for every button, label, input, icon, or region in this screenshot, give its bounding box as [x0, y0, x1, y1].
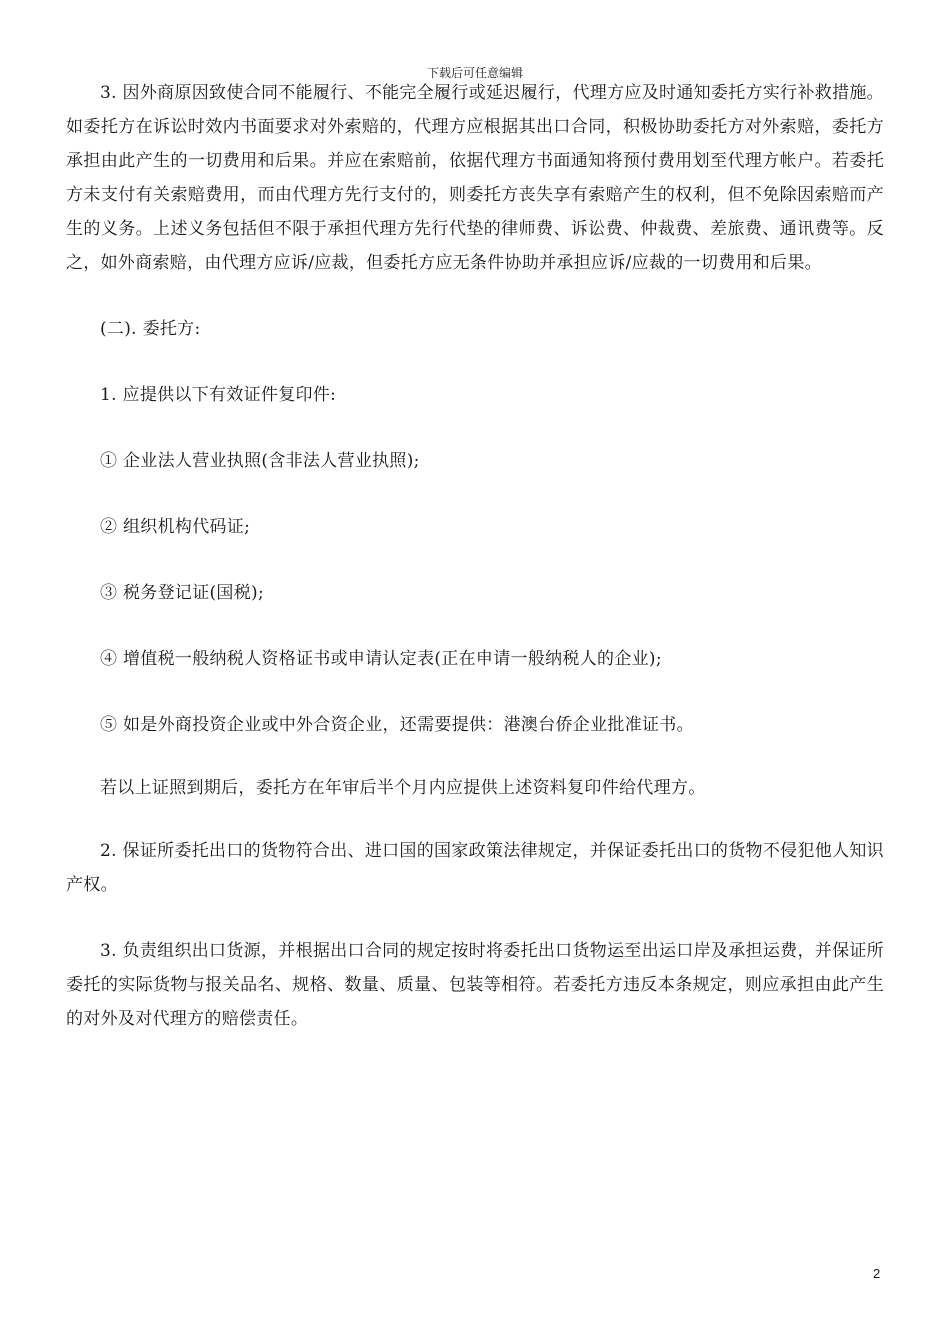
clause-3-foreign-cause: 3. 因外商原因致使合同不能履行、不能完全履行或延迟履行，代理方应及时通知委托方实行补救措施。如委托方在诉讼时效内书面要求对外索赔的，代理方应根据其出口合同，积极协助委托方对外索赔，委托方承担由此产生的一切费用和后果。并应在索赔前，依据代理方书面通知将预付费用划至代理方帐户。若委托方未支付有关索赔费用，而由代理方先行支付的，则委托方丧失享有索赔产生的权利，但不免除因索赔而产生的义务。上述义务包括但不限于承担代理方先行代垫的律师费、诉讼费、仲裁费、差旅费、通讯费等。反之，如外商索赔，由代理方应诉/应裁，但委托方应无条件协助并承担应诉/应裁的一切费用和后果。 — [66, 83, 884, 273]
page-number: 2 — [873, 1266, 881, 1281]
page-header-note: 下载后可任意编辑 — [426, 66, 523, 80]
clause-2-compliance: 2. 保证所委托出口的货物符合出、进口国的国家政策法律规定，并保证委托出口的货物不侵犯他人知识产权。 — [66, 841, 884, 895]
document-item-organization-code: ② 组织机构代码证; — [100, 517, 251, 537]
section-heading-client: (二). 委托方: — [100, 319, 201, 339]
document-expiry-note: 若以上证照到期后，委托方在年审后半个月内应提供上述资料复印件给代理方。 — [100, 778, 706, 798]
clause-1-documents: 1. 应提供以下有效证件复印件: — [100, 385, 337, 405]
document-body — [66, 76, 884, 1036]
clause-3-supply: 3. 负责组织出口货源，并根据出口合同的规定按时将委托出口货物运至出运口岸及承担运费，并保证所委托的实际货物与报关品名、规格、数量、质量、包装等相符。若委托方违反本条规定，则应承担由此产生的对外及对代理方的赔偿责任。 — [66, 941, 884, 1029]
document-item-tax-registration: ③ 税务登记证(国税); — [100, 583, 264, 603]
document-item-business-license: ① 企业法人营业执照(含非法人营业执照); — [100, 451, 420, 471]
document-item-vat-certificate: ④ 增值税一般纳税人资格证书或申请认定表(正在申请一般纳税人的企业); — [100, 649, 662, 669]
document-item-foreign-investment: ⑤ 如是外商投资企业或中外合资企业，还需要提供：港澳台侨企业批准证书。 — [100, 715, 694, 735]
